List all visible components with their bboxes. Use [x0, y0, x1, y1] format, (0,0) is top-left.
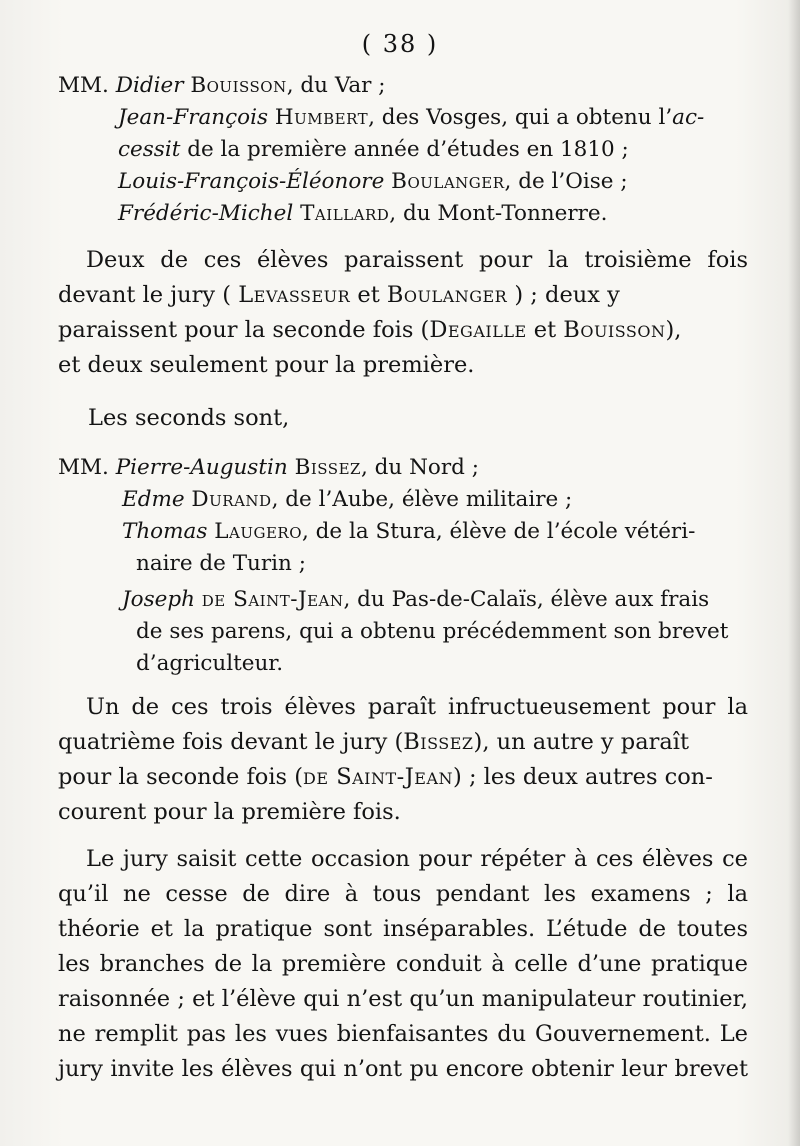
text-run: quatrième fois devant le jury (	[58, 729, 404, 755]
text-run: devant le jury (	[58, 282, 232, 308]
paragraph-line	[58, 725, 748, 760]
surname: Boulanger	[391, 169, 505, 194]
italic-word: ac-	[672, 105, 705, 130]
text-run: et	[357, 282, 380, 308]
list-item-continuation: de ses parens, qui a obtenu précédemment son brevet	[136, 619, 729, 644]
paragraph-2	[88, 401, 778, 436]
list-item-text: , du Nord ;	[360, 455, 479, 480]
surname: Levasseur	[238, 282, 351, 308]
list-item-text: , de la Stura, élève de l’école vétéri-	[302, 519, 696, 544]
first-name: Edme	[122, 487, 185, 512]
list-item	[58, 166, 748, 198]
surname: Bissez	[403, 729, 474, 755]
list-item	[58, 452, 748, 484]
list-item-continuation: naire de Turin ;	[136, 551, 306, 576]
list-item-text: , du Pas-de-Calaïs, élève aux frais	[343, 587, 710, 612]
surname: Humbert	[274, 105, 369, 130]
paragraph-line: qu’il ne cesse de dire à tous pendant les examens ; la	[58, 881, 748, 907]
first-name: Pierre-Augustin	[115, 455, 288, 480]
paragraph-line: Les seconds sont,	[88, 405, 290, 431]
list-item-text: , des Vosges, qui a obtenu l’	[368, 105, 673, 130]
text-run: ), un autre y paraît	[473, 729, 690, 755]
surname: Durand	[191, 487, 272, 512]
text-run: ),	[665, 317, 682, 343]
first-name: Jean-François	[118, 105, 269, 130]
list-item-text: , du Mont-Tonnerre.	[389, 201, 608, 226]
paragraph-line: ne remplit pas les vues bienfaisantes du Gouvernement. Le	[58, 1021, 748, 1047]
surname: Boulanger	[386, 282, 508, 308]
list-item	[58, 102, 748, 134]
paragraph-line	[58, 313, 748, 348]
paragraph-line	[58, 278, 748, 313]
list-item	[58, 70, 748, 102]
text-run: ) ; les deux autres con-	[453, 764, 713, 790]
surname: Bouisson	[190, 73, 287, 98]
text-run: paraissent pour la seconde fois (	[58, 317, 430, 343]
paragraph-3	[58, 690, 748, 830]
surname: Bissez	[294, 455, 361, 480]
paragraph-line: raisonnée ; et l’élève qui n’est qu’un manipulateur routinier,	[58, 986, 748, 1012]
first-name: Louis-François-Éléonore	[118, 169, 385, 194]
list-item-continuation: d’agriculteur.	[136, 651, 284, 676]
surname: Laugero	[214, 519, 302, 544]
text-run: ) ; deux y	[514, 282, 620, 308]
paragraph-line: théorie et la pratique sont inséparables. L’étude de toutes	[58, 916, 748, 942]
paragraph-1	[58, 243, 748, 383]
name-list-1	[58, 70, 748, 230]
italic-word: cessit	[118, 137, 181, 162]
list-item-continuation	[58, 134, 748, 166]
list-item-text: , de l’Oise ;	[504, 169, 628, 194]
list-prefix: MM.	[58, 73, 109, 98]
name-list-2	[58, 452, 748, 680]
paragraph-4	[58, 842, 748, 1087]
text-run: et	[533, 317, 557, 343]
list-item	[58, 198, 748, 230]
paragraph-line	[58, 760, 748, 795]
paragraph-line: jury invite les élèves qui n’ont pu encore obtenir leur brevet	[58, 1056, 748, 1082]
paragraph-line: courent pour la première fois.	[58, 799, 401, 825]
first-name: Joseph	[122, 587, 195, 612]
list-item-text: de la première année d’études en 1810 ;	[187, 137, 629, 162]
surname: Taillard	[300, 201, 390, 226]
first-name: Didier	[115, 73, 184, 98]
list-item-text: , de l’Aube, élève militaire ;	[271, 487, 573, 512]
paragraph-line: Un de ces trois élèves paraît infructueusement pour la	[86, 694, 748, 720]
first-name: Frédéric-Michel	[118, 201, 294, 226]
text-run: pour la seconde fois (	[58, 764, 304, 790]
surname: Degaille	[429, 317, 527, 343]
paragraph-line: Le jury saisit cette occasion pour répéter à ces élèves ce	[86, 846, 748, 872]
surname: de Saint-Jean	[303, 764, 454, 790]
list-item-text: , du Var ;	[286, 73, 386, 98]
first-name: Thomas	[122, 519, 208, 544]
surname: de Saint-Jean	[201, 587, 344, 612]
page-edge-shadow	[788, 0, 800, 1146]
list-item	[58, 484, 748, 516]
surname: Bouisson	[563, 317, 666, 343]
paragraph-line: et deux seulement pour la première.	[58, 352, 475, 378]
paragraph-line: Deux de ces élèves paraissent pour la troisième fois	[86, 247, 748, 273]
list-item	[58, 516, 748, 548]
paragraph-line: les branches de la première conduit à celle d’une pratique	[58, 951, 748, 977]
list-prefix: MM.	[58, 455, 109, 480]
page-number: ( 38 )	[361, 30, 439, 58]
list-item	[58, 584, 748, 616]
